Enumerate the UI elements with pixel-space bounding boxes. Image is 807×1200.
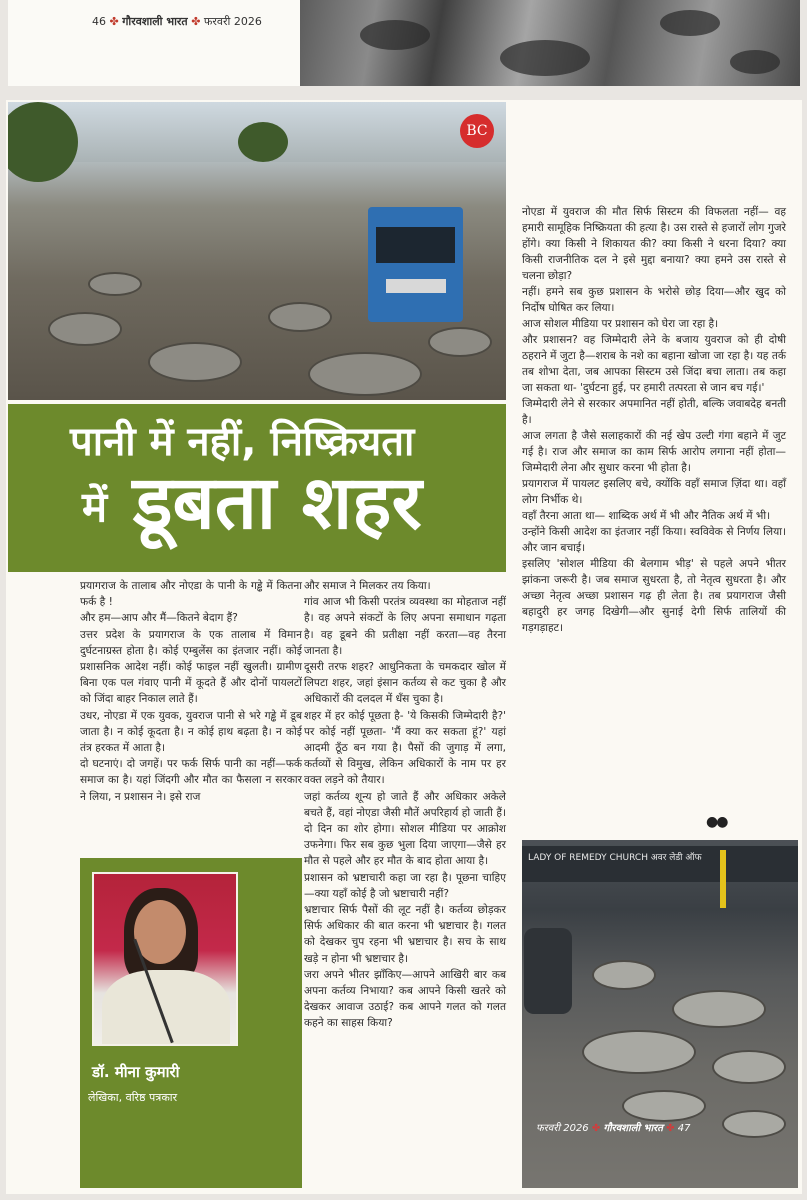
paragraph: गांव आज भी किसी परतंत्र व्यवस्था का मोहताज नहीं है। वह अपने संकटों के लिए अपना समाधान गढ़ता है। वह डूबने की प्रतीक्षा नहीं करता—वह तैरना जानता है। <box>304 596 506 657</box>
end-mark: ●● <box>706 814 727 830</box>
publisher-logo: BC <box>460 114 494 148</box>
paragraph: उधर, नोएडा में एक युवक, युवराज पानी से भरे गड्ढे में डूब जाता है। न कोई कूदता है। न कोई हाथ बढ़ता है। न कोई तंत्र हरकत में आता है। <box>80 709 302 755</box>
paragraph: प्रशासन को भ्रष्टाचारी कहा जा रहा है। पूछना चाहिए—क्या यहाँ कोई है जो भ्रष्टाचारी नहीं? <box>304 871 506 900</box>
paragraph: वहाँ तैरना आता था— शाब्दिक अर्थ में भी और नैतिक अर्थ में भी। <box>522 510 771 522</box>
pothole-street-photo <box>8 102 506 400</box>
author-role: लेखिका, वरिष्ठ पत्रकार <box>88 1091 178 1104</box>
paragraph: भ्रष्टाचार सिर्फ पैसों की लूट नहीं है। कर्तव्य छोड़कर सिर्फ अधिकार की बात करना भी भ्रष्टाचार है। गलत को देखकर चुप रहना भी भ्रष्टाचार है। सच के साथ खड़े न होना भी भ्रष्टाचार है। <box>304 904 506 965</box>
paragraph: नहीं। हमने सब कुछ प्रशासन के भरोसे छोड़ दिया—और खुद को निर्दोष घोषित कर लिया। <box>522 286 786 314</box>
paragraph: आज सोशल मीडिया पर प्रशासन को घेरा जा रहा है। <box>522 318 719 330</box>
footer-page-number: 47 <box>677 1123 691 1134</box>
footer-magazine: गौरवशाली भारत <box>603 1123 663 1134</box>
paragraph: और हम—आप और मैं—कितने बेदाग हैं? <box>80 612 238 625</box>
church-road-photo <box>522 840 798 1188</box>
star-icon: ✤ <box>191 15 201 28</box>
paragraph: शहर में हर कोई पूछता है- 'ये किसकी जिम्मेदारी है?' पर कोई नहीं पूछता- 'मैं क्या कर सकता हूं?' यहां आदमी ठूँठ बन गया है। पैसों की जुगाड़ में लगा, कर्तव्यों से विमुख, लेकिन अधिकारों के नाम पर हर वक्त लड़ने को तैयार। <box>304 709 506 787</box>
article-column-2 <box>304 578 506 1032</box>
headline-line2 <box>82 460 422 546</box>
paragraph: नोएडा में युवराज की मौत सिर्फ सिस्टम की विफलता नहीं— वह हमारी सामूहिक निष्क्रियता की हत्या है। उस रास्ते से हजारों लोग गुजरे होंगे। क्या किसी ने शिकायत की? क्या किसी ने धरना दिया? क्या किसी राजनीतिक दल ने इसे मुद्दा बनाया? क्या हमने उस रास्ते से चलना छोड़ा? <box>522 206 786 282</box>
footer-date: फरवरी 2026 <box>536 1123 589 1134</box>
paragraph: दो घटनाएं। दो जगहें। पर फर्क सिर्फ पानी का नहीं—फर्क समाज का है। यहां जिंदगी और मौत का फैसला न सरकार ने लिया, न प्रशासन ने। इसे राज <box>80 758 302 803</box>
paragraph: और प्रशासन? वह जिम्मेदारी लेने के बजाय युवराज को ही दोषी ठहराने में जुटा है—शराब के नशे का बहाना खोजा जा रहा है। यह तर्क तब शोभा देता, जब आपका सिस्टम उसे जिंदा बचा लाता। तब कहा जा सकता था- 'दुर्घटना हुई, पर हमारी तत्परता से जान बच गई।' <box>522 334 786 394</box>
magazine-name: गौरवशाली भारत <box>122 15 188 28</box>
star-icon: ✤ <box>109 15 119 28</box>
paragraph: उन्होंने किसी आदेश का इंतजार नहीं किया। स्वविवेक से निर्णय लिया। और जान बचाई। <box>522 526 786 554</box>
page-number: 46 <box>92 15 106 28</box>
author-name: डॉ. मीना कुमारी <box>92 1063 180 1081</box>
paragraph: उत्तर प्रदेश के प्रयागराज के एक तालाब में विमान दुर्घटनाग्रस्त होता है। कोई एम्बुलेंस का इंतजार नहीं। कोई प्रशासनिक आदेश नहीं। कोई फाइल नहीं खुलती। ग्रामीण बिना एक पल गंवाए पानी में कूदते हैं और दोनों पायलटों को जिंदा बाहर निकाल लाते हैं। <box>80 628 302 706</box>
star-icon: ✤ <box>591 1123 601 1134</box>
running-footer <box>536 1120 690 1134</box>
paragraph: आज लगता है जैसे सलाहकारों की नई खेप उल्टी गंगा बहाने में जुट गई है। राज और समाज का काम सिर्फ आरोप लगाना नहीं होता— जिम्मेदारी लेना और सुधार करना भी होता है। <box>522 430 786 474</box>
top-page-strip <box>8 0 300 86</box>
headline-line1: पानी में नहीं, निष्क्रियता <box>70 419 415 465</box>
issue-date: फरवरी 2026 <box>203 15 262 28</box>
paragraph: प्रयागराज के तालाब और नोएडा के पानी के गड्ढे में कितना फर्क है ! <box>80 580 302 609</box>
paragraph: जहां कर्तव्य शून्य हो जाते हैं और अधिकार अकेले बचते हैं, वहां नोएडा जैसी मौतें अपरिहार्य हो जाती हैं। दो दिन का शोर होगा। सोशल मीडिया पर आक्रोश उफनेगा। फिर सब कुछ भुला दिया जाएगा—जैसे हर मौत से पहले और हर मौत के बाद होता आया है। <box>304 790 506 868</box>
church-banner: LADY OF REMEDY CHURCH अवर लेडी ऑफ <box>522 846 798 882</box>
star-icon: ✤ <box>666 1123 675 1134</box>
article-column-3 <box>522 204 786 636</box>
headline-prefix: में <box>82 482 108 532</box>
author-photo <box>92 872 238 1046</box>
paragraph: इसलिए 'सोशल मीडिया की बेलगाम भीड़' से पहले अपने भीतर झांकना जरूरी है। जब समाज सुधरता है, तो नेतृत्व सुधरता है। और अच्छा नेतृत्व अच्छा प्रशासन गढ़ ही लेता है। तब प्रयागराज जैसी बहादुरी हर जगह दिखेगी—और सुनाई देगी सिर्फ तालियों की गड़गड़ाहट। <box>522 558 786 634</box>
article-column-1 <box>80 578 302 805</box>
paragraph: जिम्मेदारी लेने से सरकार अपमानित नहीं होती, बल्कि जवाबदेह बनती है। <box>522 398 786 426</box>
paragraph: और समाज ने मिलकर तय किया। <box>304 580 431 592</box>
paragraph: जरा अपने भीतर झाँकिए—आपने आखिरी बार कब अपना कर्तव्य निभाया? कब आपने किसी खतरे को देखकर आवाज उठाई? कब आपने गलत को गलत कहने का साहस किया? <box>304 968 506 1030</box>
paragraph: प्रयागराज में पायलट इसलिए बचे, क्योंकि वहाँ समाज ज़िंदा था। वहाँ लोग निर्भीक थे। <box>522 478 786 506</box>
top-road-photo <box>300 0 800 86</box>
paragraph: दूसरी तरफ शहर? आधुनिकता के चमकदार खोल में लिपटा शहर, जहां इंसान कर्तव्य से कट चुका है और अधिकारों की दलदल में धँस चुका है। <box>304 661 506 706</box>
running-header <box>92 14 262 29</box>
headline-main: डूबता शहर <box>132 460 422 546</box>
